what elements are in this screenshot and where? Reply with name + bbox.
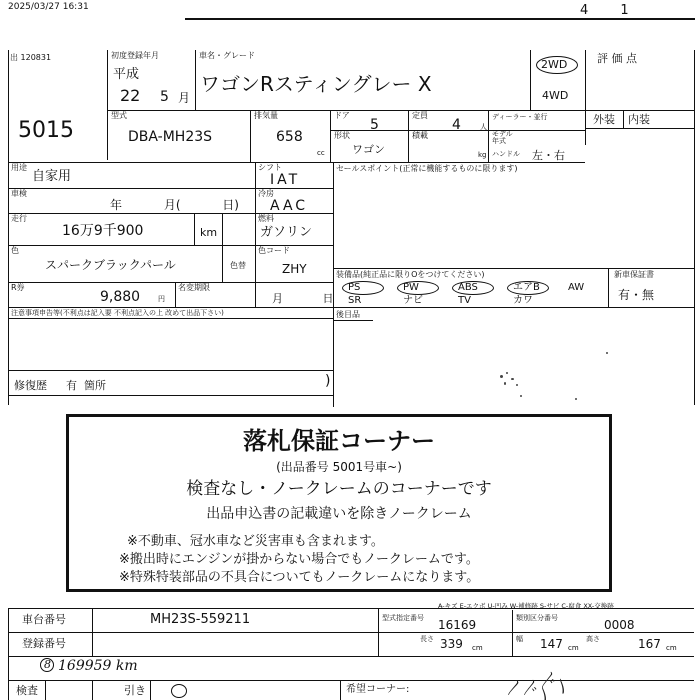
registration-month: 5 — [160, 89, 169, 105]
name-change-deadline: 月 日 — [272, 292, 334, 305]
notice-subtitle: (出品番号 5001号車~) — [276, 460, 402, 474]
exterior-label: 外装 — [593, 113, 615, 126]
registration-label: 登録番号 — [22, 637, 66, 650]
repair-history: 有 — [66, 379, 77, 392]
inspection-footer-label: 検査 — [16, 684, 38, 697]
bracket-mark: ) — [325, 373, 331, 389]
notice-bullet-2: ※搬出時にエンジンが掛からない場合でもノークレームです。 — [119, 552, 479, 567]
damage-speck — [516, 384, 518, 386]
color-code-label: 色コード — [258, 246, 290, 255]
color: スパークブラックパール — [45, 258, 176, 272]
new-warranty-label: 新車保証書 — [614, 270, 654, 279]
height-unit: cm — [666, 644, 677, 652]
option-circle — [452, 281, 494, 295]
notes-label: 注意事項申告等(不利点は記入要 不利点記入の上 改めて出品下さい) — [11, 309, 224, 317]
mileage-unit: km — [200, 226, 218, 239]
damage-speck — [511, 378, 514, 380]
displacement: 658 — [276, 129, 303, 145]
option-ナビ: ナビ — [403, 295, 423, 306]
exhibit-id: 出 120831 — [10, 53, 52, 62]
desired-corner-label: 希望コーナー: — [346, 684, 410, 695]
width-unit: cm — [568, 644, 579, 652]
interior-label: 内装 — [628, 113, 650, 126]
fuel-label: 燃料 — [258, 214, 274, 223]
recycle-label: R券 — [11, 283, 25, 292]
options-label: 装備品(純正品に限りOをつけてください) — [336, 270, 485, 279]
option-エアb: エアB — [513, 282, 540, 293]
timestamp: 2025/03/27 16:31 — [8, 2, 89, 12]
footer-table — [0, 600, 700, 700]
steering: 左・右 — [532, 149, 565, 162]
shift-label: シフト — [258, 163, 282, 172]
option-circle — [507, 281, 549, 295]
width-label: 幅 — [516, 635, 523, 643]
option-circle — [397, 281, 439, 295]
usage-label: 用途 — [11, 163, 27, 172]
chassis-label: 車台番号 — [22, 613, 66, 626]
registration-year: 22 — [120, 86, 141, 105]
damage-speck — [506, 372, 508, 374]
car-name-label: 車名・グレード — [199, 51, 255, 60]
option-ps: PS — [348, 282, 361, 293]
load-unit: kg — [478, 151, 487, 159]
color-label: 色 — [11, 246, 19, 255]
name-change-label: 名変期限 — [178, 283, 210, 292]
height-label: 高さ — [586, 635, 600, 643]
length: 339 — [440, 637, 463, 651]
steering-label: ハンドル — [492, 150, 520, 158]
first-registration-label: 初度登録年月 — [111, 51, 159, 60]
model-year-label: モデル年式 — [492, 130, 513, 145]
length-unit: cm — [472, 644, 483, 652]
drive-4wd: 4WD — [542, 89, 569, 102]
height: 167 — [638, 637, 661, 651]
mileage: 16万9千900 — [62, 223, 144, 239]
evaluation-label: 評 価 点 — [597, 52, 637, 65]
fuel: ガソリン — [260, 225, 313, 240]
car-name: ワゴンRスティングレー X — [200, 72, 432, 96]
recycle: 9,880 — [100, 289, 141, 305]
option-aw: AW — [568, 282, 585, 293]
category-number: 0008 — [604, 618, 635, 632]
usage: 自家用 — [32, 169, 72, 184]
notice-line2: 出品申込書の記載違いを除きノークレーム — [206, 506, 472, 522]
option-abs: ABS — [458, 282, 478, 293]
option-sr: SR — [348, 295, 362, 306]
ac: AAC — [270, 198, 309, 214]
page-mark: 4 1 — [580, 3, 643, 18]
sales-point-label: セールスポイント(正常に機能するものに限ります) — [336, 164, 518, 173]
notice-title: 落札保証コーナー — [243, 427, 435, 455]
capacity-unit: 人 — [480, 123, 487, 131]
body-type-label: 形状 — [334, 131, 350, 140]
length-label: 長さ — [420, 635, 434, 643]
handwritten-scribble: 〳〴〲〵 — [505, 678, 570, 697]
after-parts-label: 後目品 — [336, 310, 360, 319]
notice-bullet-3: ※特殊特装部品の不具合についてもノークレームになります。 — [119, 570, 480, 585]
category-number-label: 類別区分番号 — [516, 614, 558, 622]
dealer-label: ディーラー・並行 — [492, 113, 548, 121]
option-circle — [342, 281, 384, 295]
new-warranty: 有・無 — [618, 288, 655, 302]
ac-label: 冷房 — [258, 189, 274, 198]
option-カワ: カワ — [513, 295, 533, 306]
damage-speck — [500, 375, 503, 378]
notice-line1: 検査なし・ノークレームのコーナーです — [186, 479, 492, 499]
repair-history-label: 修復歴 — [14, 379, 47, 392]
width: 147 — [540, 637, 563, 651]
registration-month-unit: 月 — [178, 91, 191, 105]
capacity: 4 — [452, 117, 461, 133]
recycle-unit: 円 — [158, 295, 165, 303]
color-code: ZHY — [282, 262, 307, 276]
mileage-label: 走行 — [11, 214, 27, 223]
chassis-number: MH23S-559211 — [150, 612, 251, 627]
handwritten-odometer: 169959 km — [58, 658, 138, 674]
lot-number: 5015 — [18, 118, 74, 143]
model-designation: 16169 — [438, 618, 477, 632]
load-label: 積載 — [412, 131, 428, 140]
repair-history-suffix: 箇所 — [84, 379, 106, 392]
damage-speck — [606, 352, 608, 354]
option-tv: TV — [458, 295, 471, 306]
handover-mark — [171, 684, 187, 698]
drive-2wd: 2WD — [541, 58, 568, 71]
doors: 5 — [370, 117, 379, 133]
doors-label: ドア — [334, 111, 350, 120]
body-type: ワゴン — [352, 143, 385, 156]
model-label: 型式 — [111, 111, 127, 120]
inspection-label: 車検 — [11, 189, 27, 198]
displacement-label: 排気量 — [254, 111, 278, 120]
shift: IAT — [270, 172, 301, 188]
damage-speck — [504, 382, 506, 385]
model-designation-label: 型式指定番号 — [382, 614, 424, 622]
era: 平成 — [113, 67, 140, 82]
color-change-label: 色替 — [230, 261, 246, 270]
damage-speck — [520, 395, 522, 397]
handover-label: 引き — [124, 684, 146, 697]
notice-box — [66, 414, 612, 592]
damage-legend: A-キズ E-エクボ U-凹み W-補修跡 S-サビ C-腐食 XX-交換跡 — [438, 602, 614, 610]
circled-number-text: 8 — [44, 658, 51, 671]
damage-speck — [575, 398, 577, 400]
model-code: DBA-MH23S — [128, 129, 213, 145]
inspection: 年 月( 日) — [110, 198, 239, 212]
option-pw: PW — [403, 282, 419, 293]
notice-bullet-1: ※不動車、冠水車など災害車も含まれます。 — [127, 534, 384, 549]
displacement-unit: cc — [317, 149, 325, 157]
capacity-label: 定員 — [412, 111, 428, 120]
